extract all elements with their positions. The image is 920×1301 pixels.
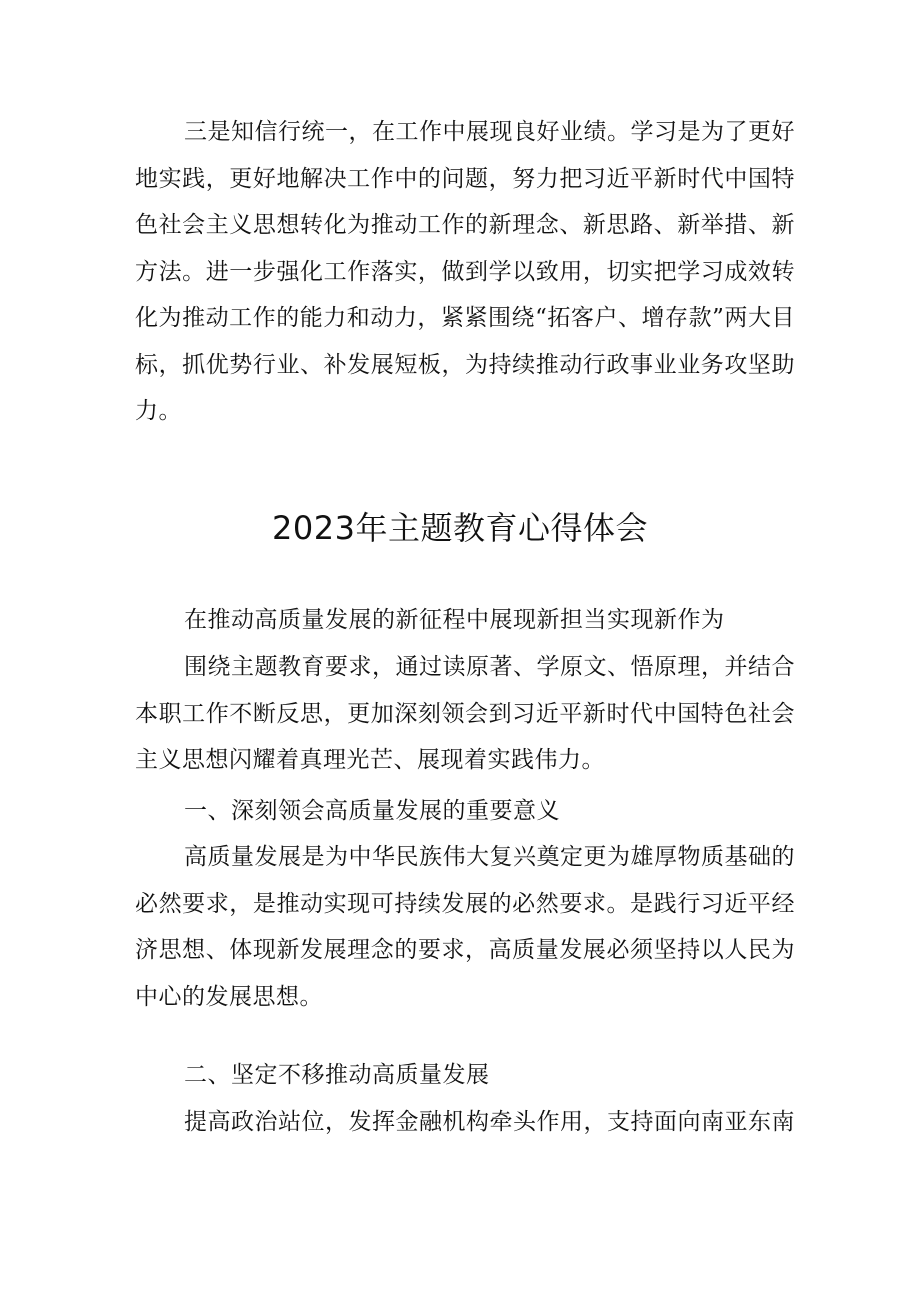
section-2-paragraph: 提高政治站位，发挥金融机构牵头作用，支持面向南亚东南 bbox=[184, 1109, 795, 1135]
section-1-paragraph: 高质量发展是为中华民族伟大复兴奠定更为雄厚物质基础的必然要求，是推动实现可持续发展的必然要求。是践行习近平经济思想、体现新发展理念的要求，高质量发展必须坚持以人民为中心的发展思想。 bbox=[135, 844, 795, 1010]
subtitle-paragraph: 在推动高质量发展的新征程中展现新担当实现新作为 bbox=[184, 607, 725, 633]
intro-paragraph: 三是知信行统一，在工作中展现良好业绩。学习是为了更好地实践，更好地解决工作中的问题，努力把习近平新时代中国特色社会主义思想转化为推动工作的新理念、新思路、新举措、新方法。进一步强化工作落实，做到学以致用，切实把学习成效转化为推动工作的能力和动力，紧紧围绕“拓客户、增存款”两大目标，抓优势行业、补发展短板，为持续推动行政事业业务攻坚助力。 bbox=[135, 119, 795, 424]
section-2-heading: 二、坚定不移推动高质量发展 bbox=[184, 1062, 490, 1088]
body-paragraph-1: 围绕主题教育要求，通过读原著、学原文、悟原理，并结合本职工作不断反思，更加深刻领会到习近平新时代中国特色社会主义思想闪耀着真理光芒、展现着实践伟力。 bbox=[135, 654, 795, 773]
section-1-heading: 一、深刻领会高质量发展的重要意义 bbox=[184, 798, 560, 824]
page-title: 2023年主题教育心得体会 bbox=[272, 509, 648, 547]
